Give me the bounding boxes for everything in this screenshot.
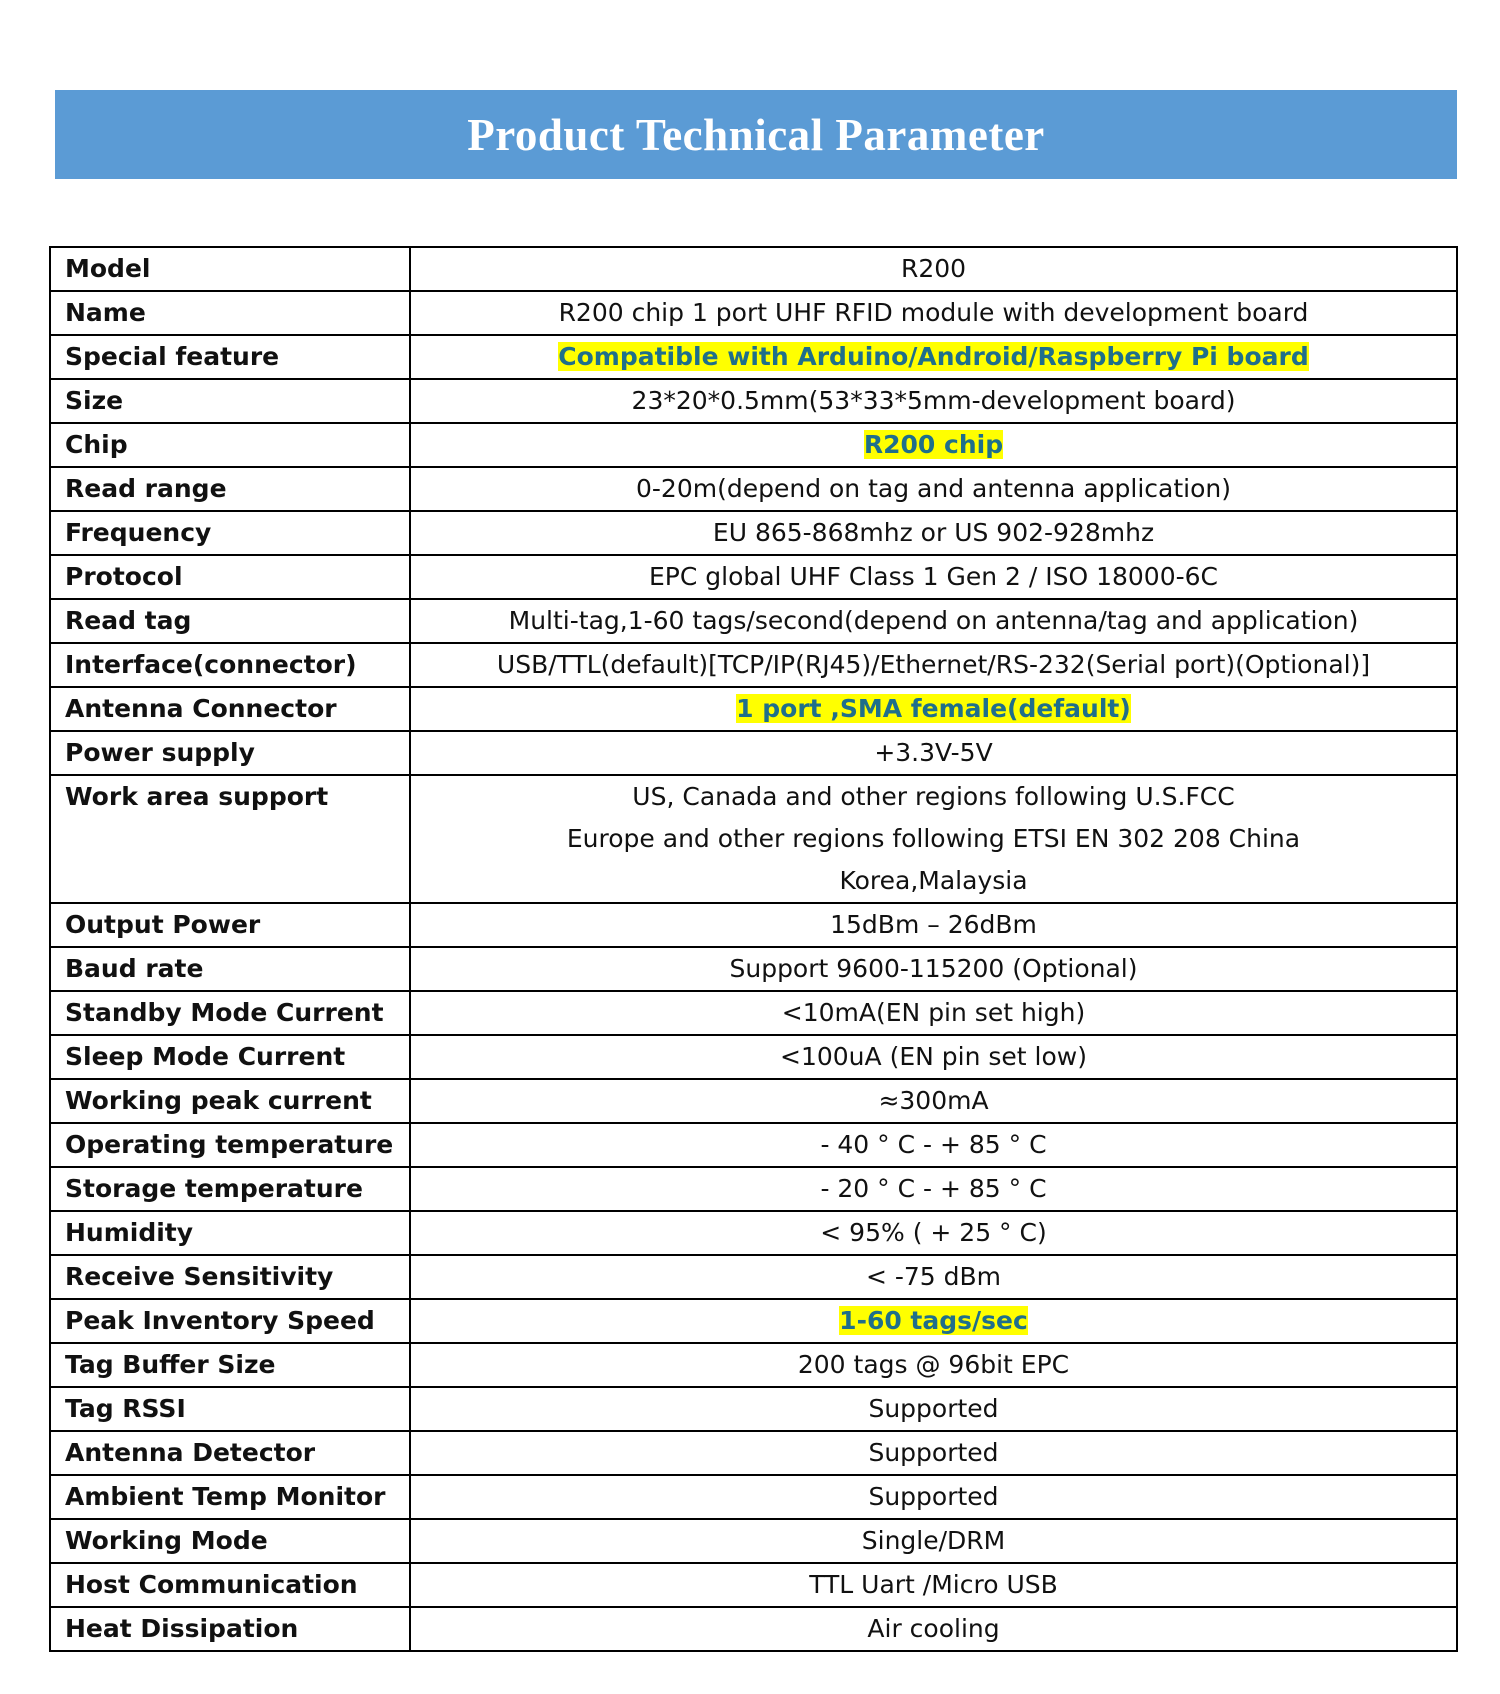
spec-row [50, 643, 1457, 687]
spec-value-cell [410, 1607, 1457, 1651]
spec-value-cell [410, 335, 1457, 379]
spec-label: Output Power [50, 903, 410, 947]
spec-value: US, Canada and other regions following U.S.FCC [632, 782, 1235, 811]
spec-row [50, 1299, 1457, 1343]
spec-value-cell [410, 1563, 1457, 1607]
spec-value: <100uA (EN pin set low) [780, 1042, 1087, 1071]
spec-label: Working Mode [50, 1519, 410, 1563]
spec-value: Multi-tag,1-60 tags/second(depend on antenna/tag and application) [508, 606, 1359, 635]
spec-value-cell [410, 247, 1457, 291]
title-banner [55, 90, 1457, 179]
spec-value: ≈300mA [878, 1086, 989, 1115]
spec-value: Korea,Malaysia [839, 866, 1028, 895]
spec-value-line [411, 1432, 1456, 1474]
spec-row [50, 555, 1457, 599]
spec-row [50, 1167, 1457, 1211]
spec-value: 15dBm – 26dBm [830, 910, 1037, 939]
spec-label: Baud rate [50, 947, 410, 991]
spec-value-cell [410, 775, 1457, 903]
spec-value-line [411, 904, 1456, 946]
spec-row [50, 1431, 1457, 1475]
spec-value-line [411, 992, 1456, 1034]
spec-value-line [411, 860, 1456, 902]
spec-value-cell [410, 903, 1457, 947]
spec-row [50, 335, 1457, 379]
spec-table [49, 246, 1458, 1652]
spec-value-line [411, 1564, 1456, 1606]
spec-value: Air cooling [867, 1614, 1000, 1643]
spec-value-highlighted: Compatible with Arduino/Android/Raspberry Pi board [558, 342, 1309, 371]
spec-value: USB/TTL(default)[TCP/IP(RJ45)/Ethernet/RS-232(Serial port)(Optional)] [496, 650, 1371, 679]
spec-label: Receive Sensitivity [50, 1255, 410, 1299]
spec-value-line [411, 1300, 1456, 1342]
spec-value-line [411, 1344, 1456, 1386]
spec-value: - 40 ° C - + 85 ° C [820, 1130, 1047, 1159]
spec-row [50, 1035, 1457, 1079]
spec-value: Europe and other regions following ETSI EN 302 208 China [566, 824, 1301, 853]
spec-value: R200 [900, 254, 967, 283]
spec-label: Humidity [50, 1211, 410, 1255]
spec-value: Support 9600-115200 (Optional) [729, 954, 1138, 983]
spec-value: R200 chip 1 port UHF RFID module with development board [558, 298, 1309, 327]
spec-value-line [411, 1520, 1456, 1562]
spec-label: Heat Dissipation [50, 1607, 410, 1651]
spec-value-cell [410, 1255, 1457, 1299]
spec-value-line [411, 1080, 1456, 1122]
spec-table-body [50, 247, 1457, 1651]
spec-label: Read tag [50, 599, 410, 643]
spec-row [50, 379, 1457, 423]
spec-value-line [411, 1388, 1456, 1430]
spec-value-line [411, 1036, 1456, 1078]
spec-value-line [411, 688, 1456, 730]
spec-label: Size [50, 379, 410, 423]
spec-label: Protocol [50, 555, 410, 599]
spec-value: 0-20m(depend on tag and antenna application) [636, 474, 1231, 503]
spec-label: Antenna Detector [50, 1431, 410, 1475]
spec-label: Operating temperature [50, 1123, 410, 1167]
spec-value-line [411, 1124, 1456, 1166]
spec-value-cell [410, 1519, 1457, 1563]
spec-row [50, 1123, 1457, 1167]
page-title: Product Technical Parameter [467, 109, 1045, 160]
spec-row [50, 511, 1457, 555]
spec-value-line [411, 512, 1456, 554]
spec-value-line [411, 1476, 1456, 1518]
spec-value: +3.3V-5V [874, 738, 993, 767]
spec-label: Storage temperature [50, 1167, 410, 1211]
spec-value: <10mA(EN pin set high) [781, 998, 1086, 1027]
spec-value: 200 tags @ 96bit EPC [797, 1350, 1070, 1379]
spec-row [50, 903, 1457, 947]
spec-value: Supported [868, 1482, 999, 1511]
spec-row [50, 775, 1457, 903]
spec-label: Power supply [50, 731, 410, 775]
spec-value-cell [410, 1431, 1457, 1475]
spec-value: < -75 dBm [865, 1262, 1002, 1291]
spec-value-line [411, 380, 1456, 422]
spec-row [50, 423, 1457, 467]
spec-row [50, 1563, 1457, 1607]
spec-value-line [411, 600, 1456, 642]
spec-value-highlighted: R200 chip [863, 430, 1004, 459]
spec-label: Ambient Temp Monitor [50, 1475, 410, 1519]
spec-value-cell [410, 555, 1457, 599]
spec-value-line [411, 1212, 1456, 1254]
spec-label: Antenna Connector [50, 687, 410, 731]
spec-value-cell [410, 467, 1457, 511]
spec-value-cell [410, 1343, 1457, 1387]
spec-row [50, 291, 1457, 335]
spec-value-cell [410, 1211, 1457, 1255]
spec-value-line [411, 424, 1456, 466]
spec-value-cell [410, 1475, 1457, 1519]
spec-row [50, 731, 1457, 775]
spec-value-line [411, 468, 1456, 510]
spec-value-line [411, 1608, 1456, 1650]
spec-value: TTL Uart /Micro USB [809, 1570, 1058, 1599]
spec-label: Read range [50, 467, 410, 511]
spec-row [50, 1387, 1457, 1431]
spec-row [50, 467, 1457, 511]
spec-value-cell [410, 599, 1457, 643]
spec-value: < 95% ( + 25 ° C) [820, 1218, 1047, 1247]
spec-row [50, 247, 1457, 291]
spec-row [50, 991, 1457, 1035]
spec-value-line [411, 248, 1456, 290]
spec-value-cell [410, 643, 1457, 687]
spec-value-line [411, 336, 1456, 378]
spec-value-cell [410, 731, 1457, 775]
spec-value-cell [410, 991, 1457, 1035]
spec-value-line [411, 1256, 1456, 1298]
spec-row [50, 1079, 1457, 1123]
spec-value-cell [410, 1167, 1457, 1211]
spec-label: Tag Buffer Size [50, 1343, 410, 1387]
spec-row [50, 947, 1457, 991]
spec-label: Tag RSSI [50, 1387, 410, 1431]
spec-label: Sleep Mode Current [50, 1035, 410, 1079]
spec-value-cell [410, 1387, 1457, 1431]
spec-value-line [411, 1168, 1456, 1210]
spec-value-cell [410, 947, 1457, 991]
spec-value: 23*20*0.5mm(53*33*5mm-development board) [631, 386, 1236, 415]
spec-value-line [411, 644, 1456, 686]
spec-value-line [411, 556, 1456, 598]
spec-value-cell [410, 291, 1457, 335]
spec-value-cell [410, 1035, 1457, 1079]
spec-label: Chip [50, 423, 410, 467]
spec-label: Interface(connector) [50, 643, 410, 687]
spec-label: Standby Mode Current [50, 991, 410, 1035]
spec-label: Frequency [50, 511, 410, 555]
spec-label: Name [50, 291, 410, 335]
spec-value-cell [410, 1079, 1457, 1123]
spec-value-cell [410, 1123, 1457, 1167]
spec-row [50, 599, 1457, 643]
spec-row [50, 1343, 1457, 1387]
spec-value-line [411, 948, 1456, 990]
spec-value-cell [410, 511, 1457, 555]
spec-label: Work area support [50, 775, 410, 903]
spec-label: Model [50, 247, 410, 291]
spec-value: Supported [868, 1394, 999, 1423]
spec-value: - 20 ° C - + 85 ° C [820, 1174, 1047, 1203]
spec-row [50, 687, 1457, 731]
spec-value: Single/DRM [861, 1526, 1006, 1555]
spec-value-line [411, 732, 1456, 774]
spec-label: Host Communication [50, 1563, 410, 1607]
spec-value-line [411, 776, 1456, 818]
spec-value-highlighted: 1 port ,SMA female(default) [736, 694, 1131, 723]
spec-row [50, 1607, 1457, 1651]
spec-label: Special feature [50, 335, 410, 379]
spec-value-cell [410, 423, 1457, 467]
spec-label: Working peak current [50, 1079, 410, 1123]
spec-value: Supported [868, 1438, 999, 1467]
spec-value: EU 865-868mhz or US 902-928mhz [712, 518, 1155, 547]
spec-value-cell [410, 687, 1457, 731]
spec-row [50, 1475, 1457, 1519]
spec-row [50, 1211, 1457, 1255]
spec-value: EPC global UHF Class 1 Gen 2 / ISO 18000-6C [648, 562, 1218, 591]
spec-value-cell [410, 1299, 1457, 1343]
spec-row [50, 1255, 1457, 1299]
spec-label: Peak Inventory Speed [50, 1299, 410, 1343]
spec-row [50, 1519, 1457, 1563]
spec-value-line [411, 818, 1456, 860]
spec-value-cell [410, 379, 1457, 423]
spec-value-highlighted: 1-60 tags/sec [839, 1306, 1028, 1335]
spec-value-line [411, 292, 1456, 334]
